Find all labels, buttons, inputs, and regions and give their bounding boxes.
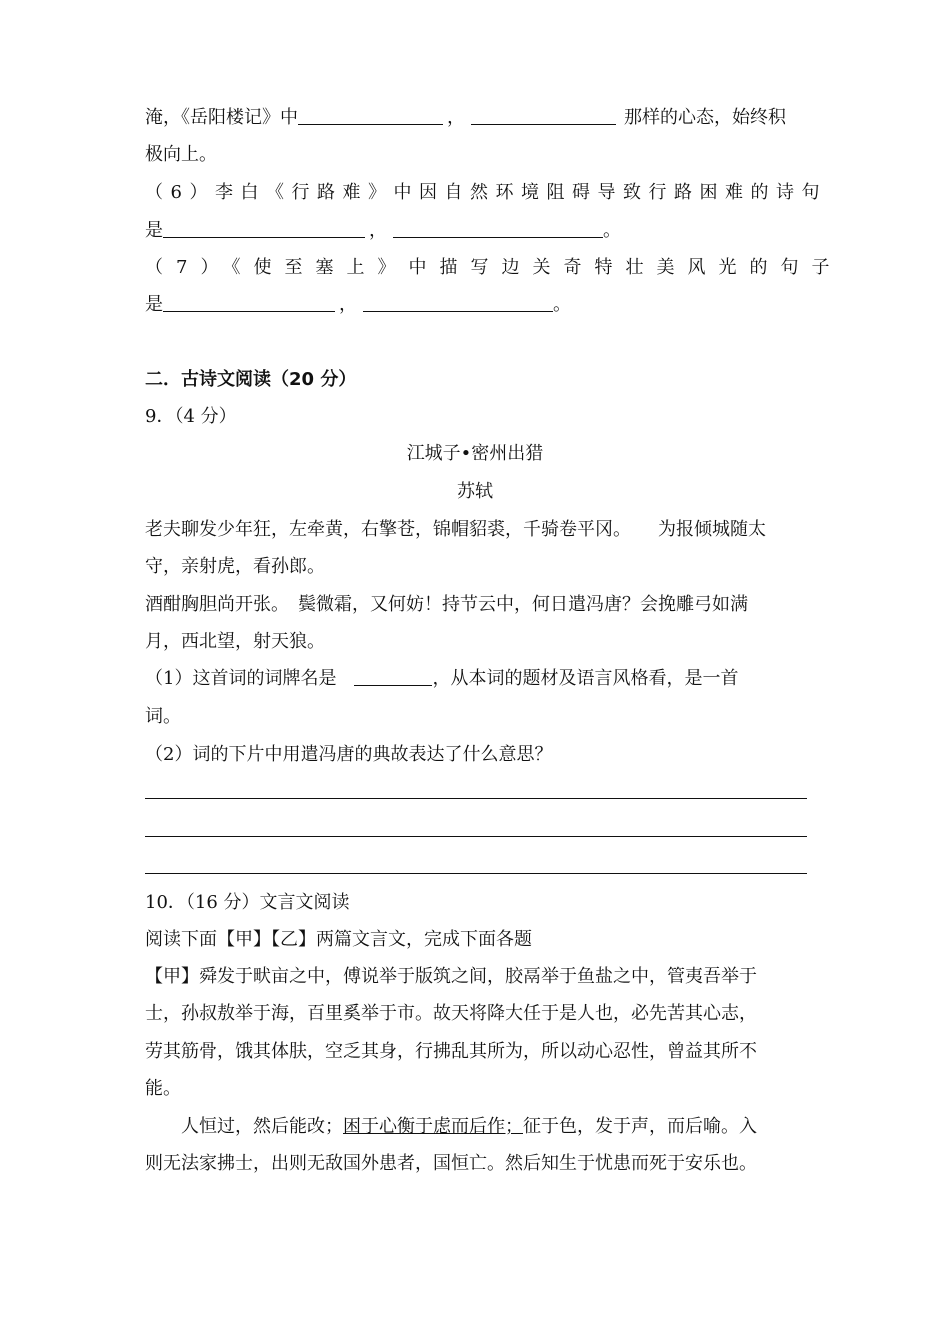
poem-title: 江城子•密州出猎 — [406, 443, 544, 464]
q6-line-a — [145, 180, 827, 206]
q5-tail: 那样的心态，始终积 — [624, 107, 786, 128]
q9-label: 9．（4 分） — [145, 406, 237, 427]
poem-line-2: 守，亲射虎，看孙郎。 — [145, 556, 325, 577]
poem-line-3: 酒酣胸胆尚开张。 鬓微霜，又何妨！持节云中，何日遣冯唐？会挽雕弓如满 — [145, 594, 748, 615]
passage-a-line-3: 劳其筋骨，饿其体肤，空乏其身，行拂乱其所为，所以动心忍性，曾益其所不 — [145, 1041, 757, 1062]
q6-end: 。 — [603, 220, 621, 241]
q7-line-a — [145, 255, 842, 281]
passage-a-para2-line-2: 则无法家拂士，出则无敌国外患者，国恒亡。然后知生于忧患而死于安乐也。 — [145, 1153, 757, 1174]
q5-comma: ， — [447, 107, 465, 128]
q7-blank-2[interactable] — [363, 293, 553, 312]
answer-line-2[interactable] — [145, 836, 807, 837]
q7-prefix: 是 — [145, 294, 163, 315]
q7-blank-1[interactable] — [163, 293, 335, 312]
q5-line-a — [145, 105, 786, 131]
section2-heading: 二．古诗文阅读（20 分） — [145, 369, 357, 390]
q10-label: 10．（16 分）文言文阅读 — [145, 892, 350, 913]
passage-a-line-2: 士，孙叔敖举于海，百里奚举于市。故天将降大任于是人也，必先苦其心志， — [145, 1003, 757, 1024]
para2-text-post: 征于色，发于声，而后喻。入 — [523, 1116, 757, 1137]
poem-line-1: 老夫聊发少年狂，左牵黄，右擎苍，锦帽貂裘，千骑卷平冈。 为报倾城随太 — [145, 519, 766, 540]
q9-1-middle: ，从本词的题材及语言风格看，是一首 — [432, 668, 739, 689]
para2-text-pre: 人恒过，然后能改； — [181, 1116, 343, 1137]
q9-2-question: （2）词的下片中用遣冯唐的典故表达了什么意思？ — [145, 744, 553, 765]
q6-blank-2[interactable] — [393, 219, 603, 238]
q6-blank-1[interactable] — [163, 219, 365, 238]
q5-blank-2[interactable] — [471, 106, 616, 125]
passage-a-para2-line-1 — [181, 1114, 757, 1140]
answer-line-1[interactable] — [145, 798, 807, 799]
answer-line-3[interactable] — [145, 873, 807, 874]
q5-blank-1[interactable] — [298, 106, 443, 125]
q9-1-prefix: （1）这首词的词牌名是 — [145, 668, 337, 689]
q7-comma: ， — [339, 294, 357, 315]
q6-prefix: 是 — [145, 220, 163, 241]
poem-author: 苏轼 — [457, 481, 493, 502]
passage-a-line-1: 【甲】舜发于畎亩之中，傅说举于版筑之间，胶鬲举于鱼盐之中，管夷吾举于 — [145, 966, 757, 987]
q9-1-line — [145, 666, 738, 692]
q6-comma: ， — [369, 220, 387, 241]
poem-line-4: 月，西北望，射天狼。 — [145, 631, 325, 652]
q6-line-b — [145, 218, 621, 244]
q5-text: 淹，《岳阳楼记》中 — [145, 107, 298, 128]
q5-line-b: 极向上。 — [145, 144, 217, 165]
q7-line-b — [145, 292, 571, 318]
passage-a-line-4: 能。 — [145, 1078, 181, 1099]
q9-1-blank[interactable] — [354, 667, 432, 686]
q6-text: （6）李白《行路难》中因自然环境阻碍导致行路困难的诗句 — [145, 182, 827, 203]
para2-underlined-sentence: 困于心衡于虑而后作； — [343, 1116, 523, 1137]
q9-1-line-b: 词。 — [145, 706, 181, 727]
q7-end: 。 — [553, 294, 571, 315]
q7-text: （7）《使至塞上》中描写边关奇特壮美风光的句子 — [145, 257, 843, 278]
q10-instruction: 阅读下面【甲】【乙】两篇文言文，完成下面各题 — [145, 929, 532, 950]
